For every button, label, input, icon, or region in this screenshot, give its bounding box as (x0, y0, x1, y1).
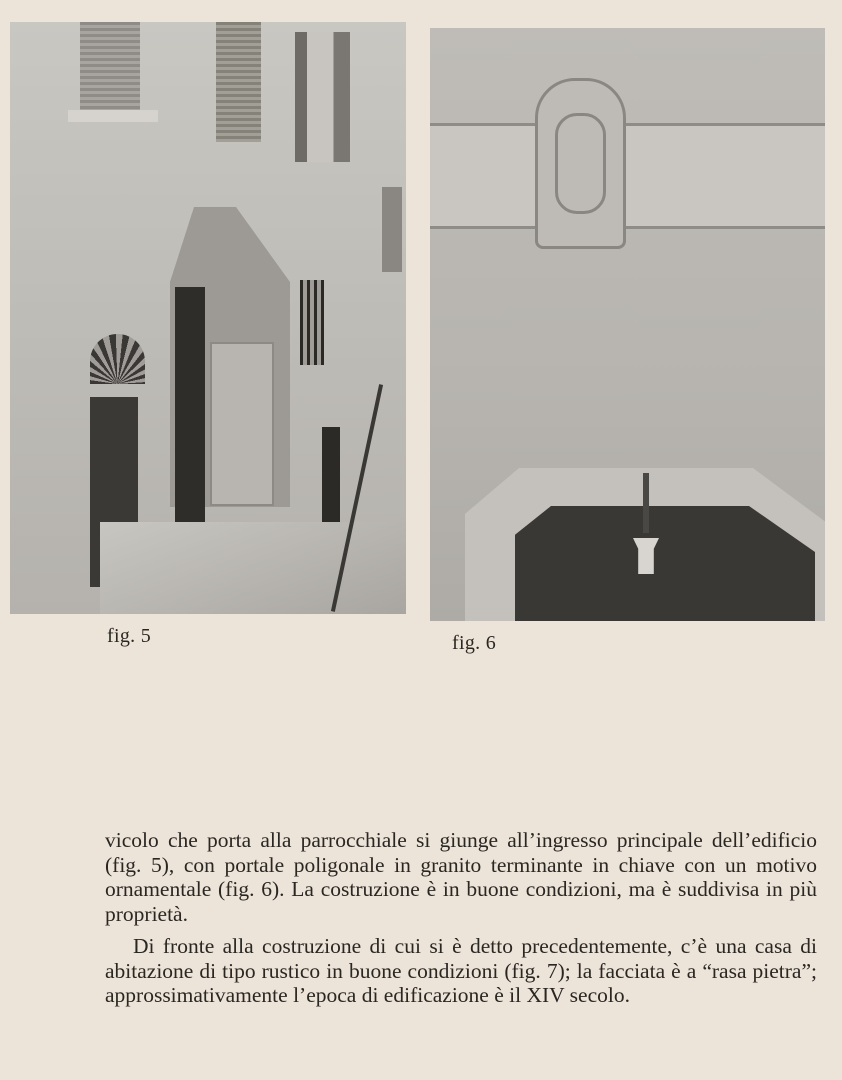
dark-opening (515, 506, 815, 621)
paragraph-text: vicolo che porta alla parrocchiale si giunge all’ingresso principale dell’edificio (fig. 5), con portale poligonale in granito terminante in chiave con un motivo ornamentale (fig. 6). La costruzione è in buone condizioni, ma è suddivisa in più proprietà. (105, 828, 817, 926)
window-shutter (216, 22, 261, 142)
cornice-band (430, 123, 825, 229)
portal-opening (175, 287, 205, 537)
window-shutter (295, 32, 350, 162)
body-paragraph-1 (105, 828, 817, 926)
figure-6-caption: fig. 6 (452, 632, 497, 654)
window-shutter (80, 22, 140, 110)
ornament-motif (555, 113, 606, 214)
figure-6-photo (430, 28, 825, 621)
street-steps (100, 522, 406, 614)
figure-5-caption: fig. 5 (107, 625, 152, 647)
barred-window (300, 280, 324, 365)
doorway (322, 427, 340, 522)
lantern-chain (643, 473, 649, 533)
paragraph-text: Di fronte alla costruzione di cui si è detto precedentemente, c’è una casa di abitazione di tipo rustico in buone condizioni (fig. 7); la facciata è a “rasa pietra”; approssimativamente l’epoca di edificazione è il XIV secolo. (105, 934, 817, 1007)
figure-5-photo (10, 22, 406, 614)
window-sill (68, 110, 158, 122)
arched-door-fanlight (90, 334, 145, 384)
window-shutter (382, 187, 402, 272)
body-paragraph-2 (105, 934, 817, 1008)
ornamental-panel (210, 342, 274, 506)
